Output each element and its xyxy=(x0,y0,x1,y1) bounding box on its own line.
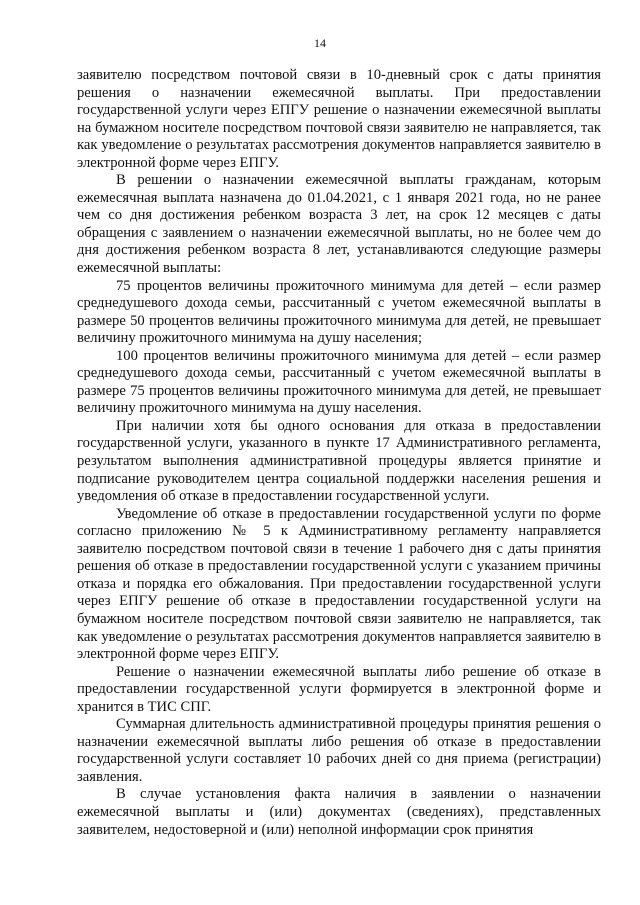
paragraph-75-percent: 75 процентов величины прожиточного минимума для детей – если размер среднедушевого дохода семьи, рассчитанный с учетом ежемесячной выплаты в размере 50 процентов величины прожиточного минимума для детей, не превышает величину прожиточного минимума на душу населения; xyxy=(77,277,601,347)
paragraph-100-percent: 100 процентов величины прожиточного минимума для детей – если размер среднедушевого дохода семьи, рассчитанный с учетом ежемесячной выплаты в размере 75 процентов величины прожиточного минимума для детей, не превышает величину прожиточного минимума на душу населения. xyxy=(77,347,601,417)
paragraph-decision-storage: Решение о назначении ежемесячной выплаты либо решение об отказе в предоставлении государственной услуги формируется в электронной форме и хранится в ТИС СПГ. xyxy=(77,663,601,715)
paragraph-procedure-duration: Суммарная длительность административной процедуры принятия решения о назначении ежемесячной выплаты либо решения об отказе в предоставлении государственной услуги составляет 10 рабочих дней со дня приема (регистрации) заявления. xyxy=(77,716,601,785)
paragraph-payment-decision: В решении о назначении ежемесячной выплаты гражданам, которым ежемесячная выплата назначена до 01.04.2021, с 1 января 2021 года, но не ранее чем со дня достижения ребенком возраста 3 лет, на срок 12 месяцев с даты обращения с заявлением о назначении ежемесячной выплаты, но не более чем до дня достижения ребенком возраста 8 лет, устанавливаются следующие размеры ежемесячной выплаты: xyxy=(77,172,601,277)
paragraph-refusal-grounds: При наличии хотя бы одного основания для отказа в предоставлении государственной услуги, указанного в пункте 17 Административного регламента, результатом выполнения административной процедуры является принятие и подписание руководителем центра социальной поддержки населения решения и уведомления об отказе в предоставлении государственной услуги. xyxy=(77,417,601,505)
paragraph-inaccurate-info: В случае установления факта наличия в заявлении о назначении ежемесячной выплаты и (или) документах (сведениях), представленных заявителем, недостоверной и (или) неполной информации срок принятия xyxy=(77,786,601,838)
page-number: 14 xyxy=(314,36,326,50)
document-body xyxy=(77,67,601,839)
paragraph-refusal-notice: Уведомление об отказе в предоставлении государственной услуги по форме согласно приложению № 5 к Административному регламенту направляется заявителю посредством почтовой связи в течение 1 рабочего дня с даты принятия решения об отказе в предоставлении государственной услуги с указанием причины отказа и порядка его обжалования. При предоставлении государственной услуги через ЕПГУ решение об отказе в предоставлении государственной услуги на бумажном носителе посредством почтовой связи заявителю не направляется, так как уведомление о результатах рассмотрения документов направляется заявителю в электронной форме через ЕПГУ. xyxy=(77,505,601,663)
paragraph-continuation: заявителю посредством почтовой связи в 10-дневный срок с даты принятия решения о назначении ежемесячной выплаты. При предоставлении государственной услуги через ЕПГУ решение о назначении ежемесячной выплаты на бумажном носителе посредством почтовой связи заявителю не направляется, так как уведомление о результатах рассмотрения документов направляется заявителю в электронной форме через ЕПГУ. xyxy=(77,67,601,171)
